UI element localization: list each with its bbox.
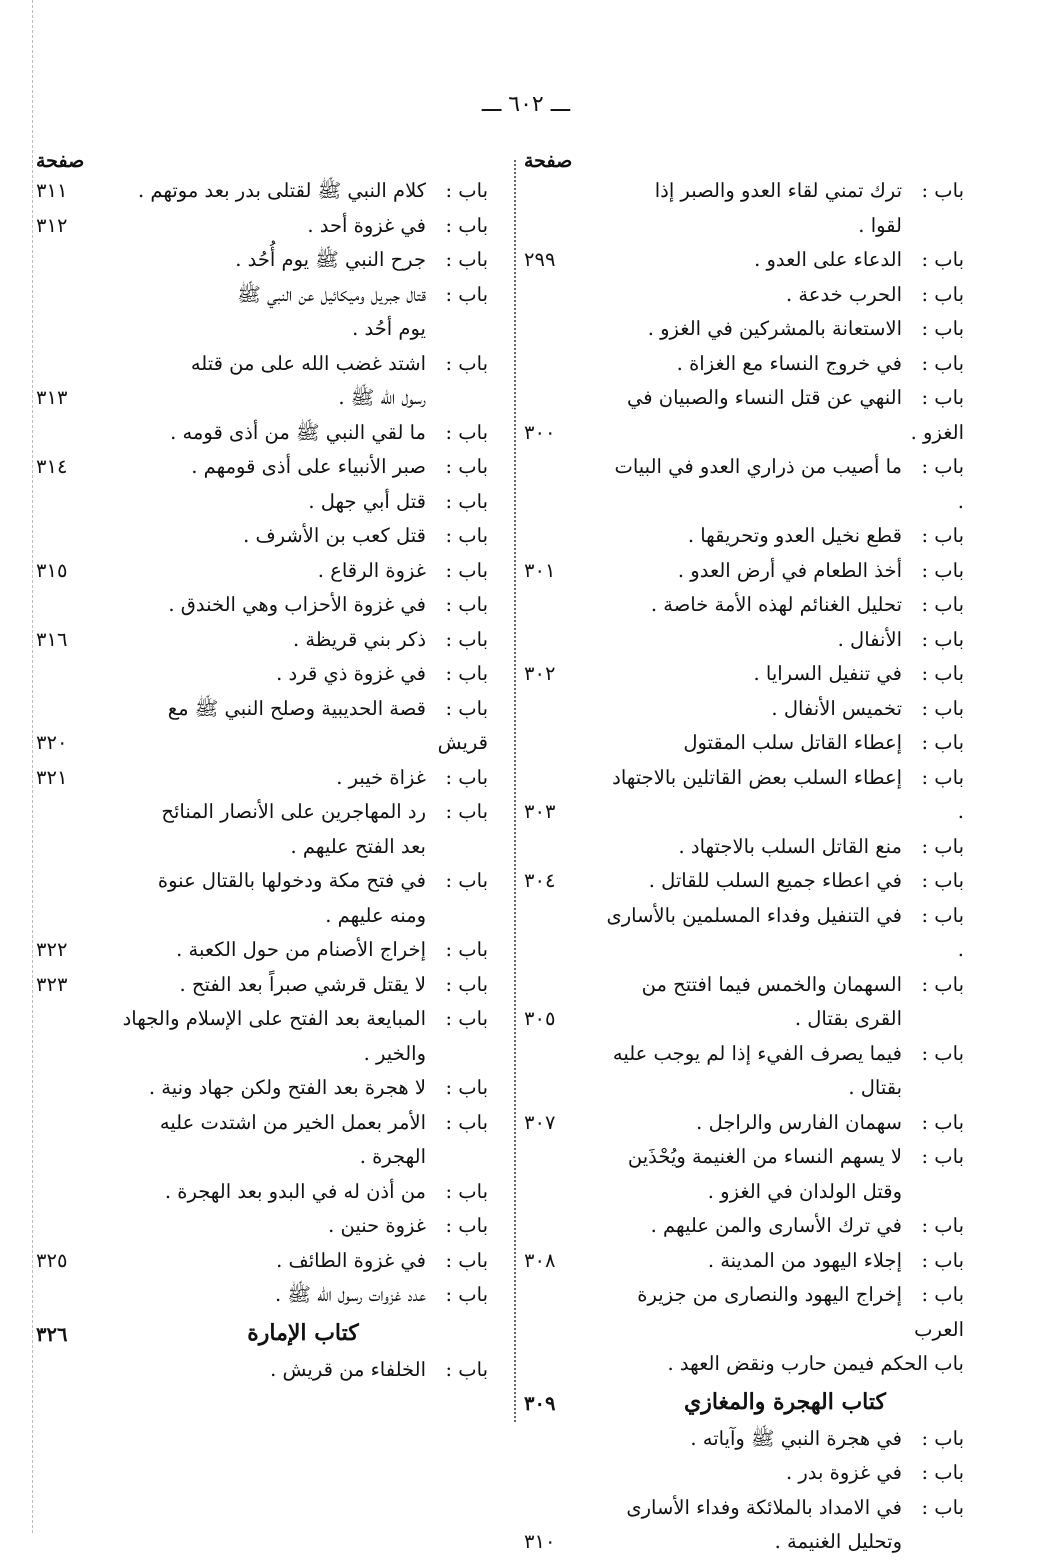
index-entry bbox=[524, 1456, 964, 1491]
entry-title: أخذ الطعام في أرض العدو . bbox=[677, 558, 902, 582]
entry-title: من أذن له في البدو بعد الهجرة . bbox=[164, 1179, 426, 1203]
index-entry bbox=[524, 588, 964, 623]
entry-title: لا يسهم النساء من الغنيمة ويُحْذَين bbox=[627, 1145, 902, 1168]
entry-title: غزوة الرقاع . bbox=[317, 558, 426, 582]
entry-title-continued: بعد الفتح عليهم . bbox=[290, 834, 426, 858]
index-entry bbox=[524, 1278, 964, 1347]
entry-label: باب : bbox=[921, 1426, 964, 1450]
entry-title: منع القاتل السلب بالاجتهاد . bbox=[678, 834, 902, 858]
entry-label: باب : bbox=[445, 1110, 488, 1134]
index-entry bbox=[36, 450, 488, 485]
page-edge-line bbox=[32, 0, 33, 1533]
entry-title: إعطاء السلب بعض القاتلين بالاجتهاد . bbox=[612, 765, 964, 823]
entry-label: باب : bbox=[445, 765, 488, 789]
index-entry bbox=[524, 312, 964, 347]
entry-page-number: ٣١٤ bbox=[36, 455, 68, 478]
entry-title: صبر الأنبياء على أذى قومهم . bbox=[191, 455, 426, 478]
index-entry bbox=[524, 623, 964, 658]
entry-title: الخلفاء من قريش . bbox=[270, 1357, 426, 1381]
entry-title: في اعطاء جميع السلب للقاتل . bbox=[648, 869, 902, 892]
entry-title: في غزوة الأحزاب وهي الخندق . bbox=[168, 593, 426, 616]
entry-title: إخراج الأصنام من حول الكعبة . bbox=[176, 938, 426, 961]
index-entry bbox=[36, 1071, 488, 1106]
entry-page-number: ٣١٦ bbox=[36, 627, 68, 651]
entry-page-number: ٣٠٧ bbox=[524, 1110, 556, 1134]
entry-title: النهي عن قتل النساء والصبيان في الغزو . bbox=[627, 386, 964, 444]
entry-title-continued: ومنه عليهم . bbox=[325, 903, 426, 927]
index-entry bbox=[524, 1209, 964, 1244]
entry-page-number: ٣٢٦ bbox=[36, 1323, 68, 1346]
index-entry bbox=[36, 554, 488, 589]
entry-page-number: ٣٠٩ bbox=[524, 1392, 556, 1415]
entry-title: قتال جبريل وميكائيل عن النبي ﷺ bbox=[237, 282, 426, 306]
entry-title: إجلاء اليهود من المدينة . bbox=[707, 1248, 902, 1272]
entry-label: باب : bbox=[921, 386, 964, 409]
entry-title: ما لقي النبي ﷺ من أذى قومه . bbox=[170, 420, 426, 444]
entry-title-continued: يوم أحُد . bbox=[352, 317, 426, 340]
index-entry bbox=[36, 588, 488, 623]
entry-label: باب : bbox=[921, 1495, 964, 1519]
entry-page-number: ٣٠٠ bbox=[524, 420, 556, 444]
entry-title: اشتد غضب الله على من قتله bbox=[190, 351, 426, 375]
entry-label: باب : bbox=[921, 248, 964, 271]
entry-page-number: ٣٠٢ bbox=[524, 662, 556, 685]
entry-title: في هجرة النبي ﷺ وآياته . bbox=[690, 1426, 902, 1450]
entry-page-number: ٣٠٨ bbox=[524, 1248, 556, 1272]
entry-label: باب : bbox=[921, 972, 964, 996]
entry-page-number: ٣٢٠ bbox=[36, 731, 68, 754]
entry-label: باب : bbox=[921, 455, 964, 478]
entry-label: باب : bbox=[921, 765, 964, 789]
entry-label: باب : bbox=[921, 317, 964, 340]
index-entry bbox=[524, 968, 964, 1037]
entry-label: باب : bbox=[921, 696, 964, 720]
entry-title-continued: لقوا . bbox=[858, 213, 902, 237]
entry-label: باب : bbox=[445, 696, 488, 720]
entry-page-number: ٣١٠ bbox=[524, 1530, 556, 1553]
entry-label: باب : bbox=[921, 524, 964, 547]
index-entry bbox=[524, 1037, 964, 1106]
entry-label: باب : bbox=[445, 1214, 488, 1237]
index-entry bbox=[36, 1175, 488, 1210]
entry-title: المبايعة بعد الفتح على الإسلام والجهاد bbox=[122, 1007, 426, 1030]
entry-title: إعطاء القاتل سلب المقتول bbox=[683, 731, 902, 754]
entry-label: باب : bbox=[921, 179, 964, 202]
entry-label: باب : bbox=[445, 1283, 488, 1306]
entry-title-continued: والخير . bbox=[363, 1041, 426, 1065]
entry-label: باب : bbox=[921, 869, 964, 892]
index-entry bbox=[36, 243, 488, 278]
entry-label: باب : bbox=[445, 213, 488, 237]
entry-title: عدد غزوات رسول الله ﷺ . bbox=[274, 1283, 426, 1306]
entry-label: باب : bbox=[921, 662, 964, 685]
entry-label: باب : bbox=[445, 1179, 488, 1203]
column-divider bbox=[514, 160, 516, 1422]
entry-label: باب : bbox=[445, 627, 488, 651]
index-entry bbox=[524, 899, 964, 968]
index-entry bbox=[524, 1244, 964, 1279]
entry-page-number: ٣١٥ bbox=[36, 558, 68, 582]
entry-title: جرح النبي ﷺ يوم أُحُد . bbox=[235, 248, 426, 271]
entry-title: فيما يصرف الفيء إذا لم يوجب عليه bbox=[612, 1041, 902, 1065]
entry-title: تخميس الأنفال . bbox=[771, 696, 902, 720]
entry-label: باب : bbox=[445, 1076, 488, 1099]
index-entry bbox=[524, 1140, 964, 1209]
entry-label: باب : bbox=[921, 282, 964, 306]
entry-label: باب : bbox=[445, 869, 488, 892]
index-entry bbox=[524, 519, 964, 554]
index-entry bbox=[36, 174, 488, 209]
entry-title: الحرب خدعة . bbox=[785, 282, 902, 306]
entry-label: باب : bbox=[921, 1110, 964, 1134]
entry-title: ترك تمني لقاء العدو والصبر إذا bbox=[654, 179, 902, 202]
entry-title: لا هجرة بعد الفتح ولكن جهاد ونية . bbox=[148, 1076, 426, 1099]
entry-title: في الامداد بالملائكة وفداء الأسارى bbox=[626, 1495, 902, 1519]
entry-title: كلام النبي ﷺ لقتلى بدر بعد موتهم . bbox=[138, 179, 426, 202]
entry-label: باب : bbox=[921, 351, 964, 375]
entry-title: قتل كعب بن الأشرف . bbox=[243, 524, 426, 547]
entry-page-number: ٣٠١ bbox=[524, 558, 556, 582]
entry-label: باب : bbox=[445, 455, 488, 478]
index-entry bbox=[524, 381, 964, 450]
entry-title: في خروج النساء مع الغزاة . bbox=[676, 351, 902, 375]
page-number: ـــ ٦٠٢ ـــ bbox=[481, 92, 571, 117]
entry-title: في فتح مكة ودخولها بالقتال عنوة bbox=[157, 869, 426, 892]
index-entry bbox=[36, 209, 488, 244]
entry-title-continued: وقتل الولدان في الغزو . bbox=[707, 1179, 902, 1203]
index-entry bbox=[36, 1353, 488, 1388]
index-column-right bbox=[524, 148, 964, 1560]
index-entry bbox=[524, 1106, 964, 1141]
index-entry bbox=[36, 485, 488, 520]
entry-label: باب : bbox=[921, 1041, 964, 1065]
entry-title: في التنفيل وفداء المسلمين بالأسارى . bbox=[606, 903, 964, 961]
entry-title: قتل أبي جهل . bbox=[308, 489, 426, 513]
entry-label: باب : bbox=[445, 662, 488, 685]
entry-title: غزوة حنين . bbox=[328, 1214, 426, 1237]
index-entry bbox=[36, 657, 488, 692]
index-entry bbox=[36, 1278, 488, 1313]
entry-label: باب : bbox=[445, 972, 488, 996]
index-entry bbox=[36, 933, 488, 968]
entry-title-continued: رسول الله ﷺ . bbox=[338, 386, 426, 409]
column-header: صفحة bbox=[524, 150, 573, 172]
entry-title: في غزوة ذي قرد . bbox=[276, 662, 426, 685]
index-entry bbox=[36, 347, 488, 416]
entry-title: تحليل الغنائم لهذه الأمة خاصة . bbox=[650, 593, 902, 616]
entry-title: في غزوة بدر . bbox=[785, 1461, 902, 1484]
entry-title-continued: وتحليل الغنيمة . bbox=[774, 1530, 902, 1553]
entry-label: باب : bbox=[921, 903, 964, 927]
entry-label: باب : bbox=[445, 1357, 488, 1381]
entry-label: باب : bbox=[921, 1461, 964, 1484]
entry-title: ما أصيب من ذراري العدو في البيات . bbox=[614, 455, 964, 513]
index-entry bbox=[36, 1002, 488, 1071]
entry-label: باب : bbox=[445, 593, 488, 616]
index-entry bbox=[524, 1422, 964, 1457]
index-entry bbox=[36, 968, 488, 1003]
index-entry bbox=[524, 726, 964, 761]
entry-label: باب : bbox=[445, 179, 488, 202]
entry-label: باب : bbox=[921, 593, 964, 616]
entry-title: السهمان والخمس فيما افتتح من bbox=[641, 972, 902, 996]
entry-label: باب : bbox=[921, 731, 964, 754]
entry-title: لا يقتل قرشي صبراً بعد الفتح . bbox=[179, 972, 426, 996]
entry-title: كتاب الهجرة والمغازي bbox=[684, 1388, 886, 1415]
entry-title-continued: الهجرة . bbox=[359, 1145, 426, 1168]
entry-title: رد المهاجرين على الأنصار المنائح bbox=[161, 800, 426, 823]
entry-label: باب : bbox=[445, 489, 488, 513]
entry-title: الأمر بعمل الخير من اشتدت عليه bbox=[159, 1110, 426, 1134]
entry-page-number: ٣٢٣ bbox=[36, 972, 68, 996]
book-heading bbox=[36, 1313, 488, 1353]
index-entry bbox=[36, 519, 488, 554]
entry-page-number: ٣٠٥ bbox=[524, 1007, 556, 1030]
entry-label: باب : bbox=[445, 248, 488, 271]
index-entry bbox=[524, 692, 964, 727]
entry-title: إخراج اليهود والنصارى من جزيرة العرب bbox=[637, 1283, 964, 1341]
entry-label: باب : bbox=[445, 558, 488, 582]
entry-page-number: ٣٠٤ bbox=[524, 869, 556, 892]
index-entry bbox=[36, 1209, 488, 1244]
entry-title: في تنفيل السرايا . bbox=[753, 662, 902, 685]
index-entry bbox=[524, 278, 964, 313]
index-entry bbox=[36, 692, 488, 761]
entry-page-number: ٣١٣ bbox=[36, 386, 68, 409]
index-entry bbox=[36, 795, 488, 864]
entry-label: باب : bbox=[921, 834, 964, 858]
entry-title: غزاة خيبر . bbox=[336, 765, 426, 789]
entry-label: باب : bbox=[921, 1145, 964, 1168]
index-column-left bbox=[36, 148, 488, 1387]
entry-title: باب الحكم فيمن حارب ونقض العهد . bbox=[667, 1352, 964, 1375]
index-entry bbox=[524, 174, 964, 243]
entry-label: باب : bbox=[445, 282, 488, 306]
entry-title: كتاب الإمارة bbox=[247, 1319, 359, 1346]
entry-label: باب : bbox=[445, 800, 488, 823]
entry-title: الأنفال . bbox=[837, 627, 902, 651]
entry-page-number: ٢٩٩ bbox=[524, 248, 556, 271]
entry-title-continued: بقتال . bbox=[848, 1076, 902, 1099]
index-entry bbox=[36, 1244, 488, 1279]
entry-label: باب : bbox=[445, 938, 488, 961]
entry-title: سهمان الفارس والراجل . bbox=[696, 1110, 902, 1134]
entry-title: في غزوة الطائف . bbox=[276, 1248, 426, 1272]
entry-label: باب : bbox=[921, 1214, 964, 1237]
entry-label: باب : bbox=[921, 558, 964, 582]
index-entry bbox=[524, 347, 964, 382]
entry-label: باب : bbox=[445, 1007, 488, 1030]
index-entry bbox=[524, 450, 964, 519]
column-header: صفحة bbox=[36, 150, 85, 172]
entry-page-number: ٣١٢ bbox=[36, 213, 68, 237]
entry-title-continued: القرى بقتال . bbox=[794, 1007, 902, 1030]
index-entry bbox=[524, 243, 964, 278]
book-heading bbox=[524, 1382, 964, 1422]
entry-label: باب : bbox=[921, 1283, 964, 1306]
entry-page-number: ٣١١ bbox=[36, 179, 68, 202]
entry-page-number: ٣٢١ bbox=[36, 765, 68, 789]
index-entry bbox=[524, 657, 964, 692]
entry-label: باب : bbox=[921, 1248, 964, 1272]
entry-label: باب : bbox=[921, 627, 964, 651]
index-entry bbox=[524, 864, 964, 899]
index-entry bbox=[36, 623, 488, 658]
index-entry bbox=[524, 830, 964, 865]
index-entry bbox=[524, 1347, 964, 1382]
index-entry bbox=[524, 761, 964, 830]
entry-label: باب : bbox=[445, 351, 488, 375]
entry-title: في غزوة أحد . bbox=[307, 213, 426, 237]
entry-page-number: ٣٠٣ bbox=[524, 800, 556, 823]
entry-label: باب : bbox=[445, 1248, 488, 1272]
entry-title: قطع نخيل العدو وتحريقها . bbox=[687, 524, 902, 547]
index-entry bbox=[36, 761, 488, 796]
entry-page-number: ٣٢٥ bbox=[36, 1248, 68, 1272]
index-entry bbox=[36, 278, 488, 347]
entry-title: الدعاء على العدو . bbox=[754, 248, 902, 271]
entry-title: ذكر بني قريظة . bbox=[292, 627, 426, 651]
index-entry bbox=[524, 554, 964, 589]
index-entry bbox=[524, 1491, 964, 1560]
entry-title: الاستعانة بالمشركين في الغزو . bbox=[647, 317, 902, 340]
entry-page-number: ٣٢٢ bbox=[36, 938, 68, 961]
entry-title: قصة الحديبية وصلح النبي ﷺ مع قريش bbox=[167, 696, 488, 754]
entry-title: في ترك الأسارى والمن عليهم . bbox=[650, 1214, 902, 1237]
entry-label: باب : bbox=[445, 524, 488, 547]
entry-label: باب : bbox=[445, 420, 488, 444]
index-entry bbox=[36, 1106, 488, 1175]
index-entry bbox=[36, 416, 488, 451]
index-entry bbox=[36, 864, 488, 933]
